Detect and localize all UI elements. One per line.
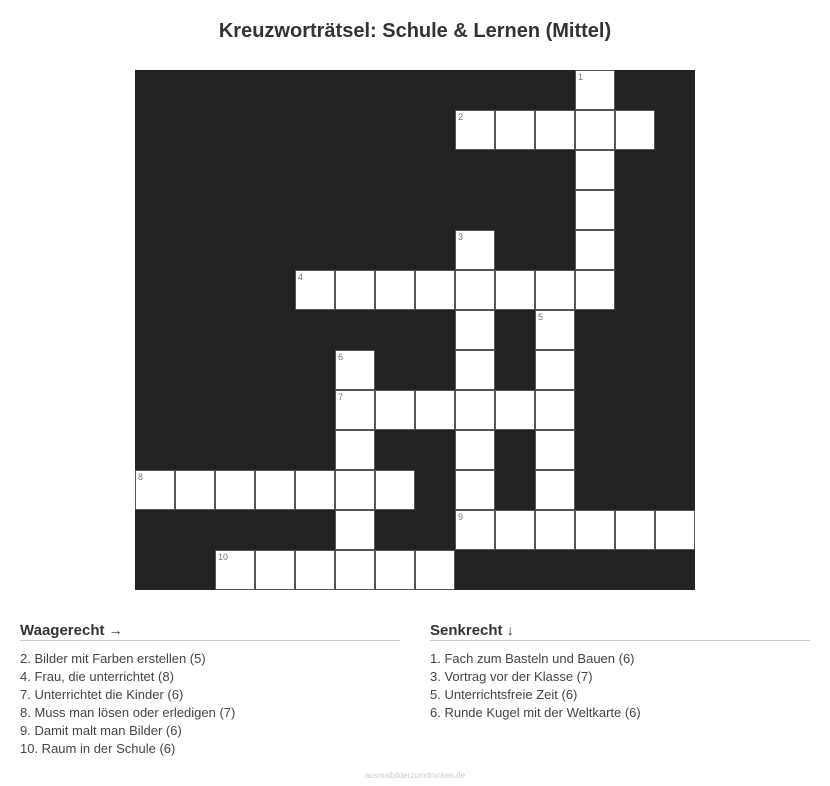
grid-cell[interactable]	[255, 550, 295, 590]
across-heading-label: Waagerecht	[20, 622, 105, 639]
grid-cell[interactable]	[535, 430, 575, 470]
clue-number: 2	[458, 112, 464, 122]
grid-cell[interactable]	[415, 550, 455, 590]
down-heading-label: Senkrecht	[430, 622, 503, 639]
grid-cell[interactable]	[135, 470, 175, 510]
grid-cell[interactable]	[215, 550, 255, 590]
grid-cell[interactable]	[295, 470, 335, 510]
across-clue-item: 7. Unterrichtet die Kinder (6)	[20, 687, 184, 702]
grid-cell[interactable]	[175, 470, 215, 510]
grid-cell[interactable]	[535, 110, 575, 150]
clue-number: 7	[338, 392, 344, 402]
grid-cell[interactable]	[415, 390, 455, 430]
grid-cell[interactable]	[335, 510, 375, 550]
grid-cell[interactable]	[535, 270, 575, 310]
clue-number: 1	[578, 72, 584, 82]
grid-cell[interactable]	[575, 190, 615, 230]
across-clue-item: 2. Bilder mit Farben erstellen (5)	[20, 651, 206, 666]
down-clue-item: 5. Unterrichtsfreie Zeit (6)	[430, 687, 578, 702]
grid-cell[interactable]	[255, 470, 295, 510]
grid-cell[interactable]	[575, 70, 615, 110]
grid-cell[interactable]	[375, 270, 415, 310]
grid-cell[interactable]	[215, 470, 255, 510]
page-title: Kreuzworträtsel: Schule & Lernen (Mittel)	[218, 20, 612, 42]
grid-cell[interactable]	[535, 510, 575, 550]
footer-credit: ausmalbilderzumdrucken.de	[364, 771, 466, 780]
grid-cell[interactable]	[495, 270, 535, 310]
grid-cell[interactable]	[575, 230, 615, 270]
grid-cell[interactable]	[535, 310, 575, 350]
arrow-down-icon: ↓	[506, 622, 514, 638]
clue-number: 9	[458, 512, 464, 522]
grid-cell[interactable]	[335, 390, 375, 430]
grid-cell[interactable]	[455, 230, 495, 270]
grid-cell[interactable]	[655, 510, 695, 550]
grid-cell[interactable]	[455, 470, 495, 510]
grid-cell[interactable]	[495, 510, 535, 550]
grid-cell[interactable]	[375, 470, 415, 510]
grid-cell[interactable]	[415, 270, 455, 310]
grid-cell[interactable]	[535, 350, 575, 390]
grid-cell[interactable]	[295, 550, 335, 590]
grid-cell[interactable]	[575, 150, 615, 190]
grid-cell[interactable]	[455, 430, 495, 470]
grid-cell[interactable]	[455, 110, 495, 150]
grid-cell[interactable]	[455, 350, 495, 390]
across-clue-list	[20, 650, 400, 758]
across-clue-item: 9. Damit malt man Bilder (6)	[20, 723, 182, 738]
grid-cell[interactable]	[455, 310, 495, 350]
grid-cell[interactable]	[335, 470, 375, 510]
down-clue-list	[430, 650, 810, 722]
clue-number: 10	[218, 552, 229, 562]
grid-cell[interactable]	[495, 110, 535, 150]
down-clue-item: 6. Runde Kugel mit der Weltkarte (6)	[430, 705, 641, 720]
grid-cell[interactable]	[575, 110, 615, 150]
grid-cell[interactable]	[375, 550, 415, 590]
across-clue-item: 4. Frau, die unterrichtet (8)	[20, 669, 174, 684]
grid-cell[interactable]	[455, 510, 495, 550]
grid-cell[interactable]	[335, 270, 375, 310]
down-clues-section	[430, 622, 810, 722]
across-clue-item: 8. Muss man lösen oder erledigen (7)	[20, 705, 236, 720]
grid-cell[interactable]	[575, 270, 615, 310]
down-clue-item: 1. Fach zum Basteln und Bauen (6)	[430, 651, 635, 666]
grid-cell[interactable]	[335, 430, 375, 470]
grid-cell[interactable]	[375, 390, 415, 430]
clue-number: 3	[458, 232, 464, 242]
grid-cell[interactable]	[535, 390, 575, 430]
down-clue-item: 3. Vortrag vor der Klasse (7)	[430, 669, 593, 684]
grid-cell[interactable]	[455, 390, 495, 430]
clue-number: 6	[338, 352, 344, 362]
across-clues-section	[20, 622, 400, 758]
grid-cell[interactable]	[295, 270, 335, 310]
clue-number: 5	[538, 312, 544, 322]
down-heading	[430, 622, 810, 641]
crossword-grid	[135, 70, 695, 590]
grid-cell[interactable]	[335, 550, 375, 590]
grid-cell[interactable]	[535, 470, 575, 510]
grid-cell[interactable]	[615, 510, 655, 550]
clue-number: 4	[298, 272, 304, 282]
clue-number: 8	[138, 472, 144, 482]
across-clue-item: 10. Raum in der Schule (6)	[20, 741, 176, 756]
arrow-right-icon: →	[108, 622, 123, 638]
across-heading	[20, 622, 400, 641]
grid-cell[interactable]	[455, 270, 495, 310]
grid-cell[interactable]	[495, 390, 535, 430]
grid-cell[interactable]	[575, 510, 615, 550]
grid-cell[interactable]	[335, 350, 375, 390]
grid-cell[interactable]	[615, 110, 655, 150]
